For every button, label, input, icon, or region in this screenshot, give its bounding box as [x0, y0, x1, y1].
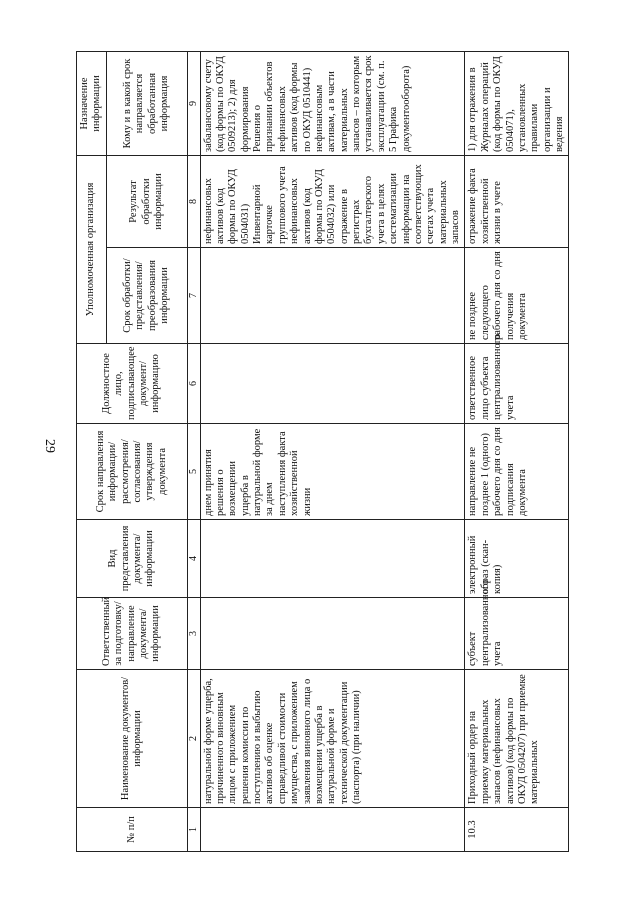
header-col-6: Должностное лицо, подписывающее документ/ информацию [77, 344, 188, 424]
row-number [200, 808, 465, 852]
column-number: 6 [187, 344, 200, 424]
header-col-2: Наименование документов/ информации [77, 670, 188, 808]
document-name: Приходный ордер на приемку материальных запасов (нефинансовых активов) (код формы по ОКУД 0504207) при приемке материальных [465, 670, 569, 808]
destination: 1) для отражения в Журналах операций (код формы по ОКУД 0504071), установленных правилами организации и ведения [465, 52, 569, 156]
column-number: 5 [187, 424, 200, 520]
processing-term: не позднее следующего рабочего дня со дня получения документа [465, 248, 569, 344]
column-number: 8 [187, 156, 200, 248]
processing-result: отражение факта хозяйственной жизни в учете [465, 156, 569, 248]
column-number: 4 [187, 520, 200, 598]
presentation-form: электронный образ (скан-копия) [465, 520, 569, 598]
column-number-row [187, 52, 200, 852]
document-name: натуральной форме ущерба, причиненного виновным лицом с приложением решения комиссии по поступлению и выбытию активов об оценке справедливой стоимости имущества, с приложением заявления виновного лица о возмещении ущерба в натуральной форме и технической документации (паспорта) (при наличии) [200, 670, 465, 808]
responsible-party: субъект централизованного учета [465, 598, 569, 670]
column-number: 2 [187, 670, 200, 808]
signing-official: ответственное лицо субъекта централизованного учета [465, 344, 569, 424]
page-number: 29 [42, 439, 57, 453]
header-col-7: Срок обработки/ представления/ преобразования информации [106, 248, 187, 344]
presentation-form [200, 520, 465, 598]
responsible-party [200, 598, 465, 670]
row-number: 10.3 [465, 808, 569, 852]
header-col-3: Ответственный за подготовку/ направление документа/ информации [77, 598, 188, 670]
document-flow-table [76, 51, 569, 852]
destination: забалансовому счету (код формы по ОКУД 0509213); 2) для формирования Решения о признании объектов нефинансовых активов (код формы по ОКУД 0510441) нефинансовым активам, а в части материальных запасов – по которым устанавливается срок эксплуатации (см. п. 5 Графика документооборота) [200, 52, 465, 156]
header-group-organization: Уполномоченная организация [77, 156, 107, 344]
header-group-destination: Назначение информации [77, 52, 107, 156]
column-number: 7 [187, 248, 200, 344]
column-number: 1 [187, 808, 200, 852]
processing-result: нефинансовых активов (код формы по ОКУД 0504031) Инвентарной карточке группового учета нефинансовых активов (код формы по ОКУД 0504032) или отражение в регистрах бухгалтерского учета в целях систематизации информации на соответствующих счетах учета материальных запасов [200, 156, 465, 248]
header-col-5: Срок направления информации/ рассмотрения/ согласования/ утверждения документа [77, 424, 188, 520]
column-number: 9 [187, 52, 200, 156]
header-col-4: Вид представления документа/ информации [77, 520, 188, 598]
signing-official [200, 344, 465, 424]
header-col-9: Кому и в какой срок направляется обработанная информация [106, 52, 187, 156]
rotated-table-wrapper [76, 52, 566, 852]
table-row [200, 52, 465, 852]
submission-term: днем принятия решения о возмещении ущерба в натуральной форме за днем наступления факта хозяйственной жизни [200, 424, 465, 520]
processing-term [200, 248, 465, 344]
column-number: 3 [187, 598, 200, 670]
table-row [465, 52, 569, 852]
submission-term: направление не позднее 1 (одного) рабочего дня со дня подписания документа [465, 424, 569, 520]
header-col-1: № п/п [77, 808, 188, 852]
header-col-8: Результат обработки информации [106, 156, 187, 248]
